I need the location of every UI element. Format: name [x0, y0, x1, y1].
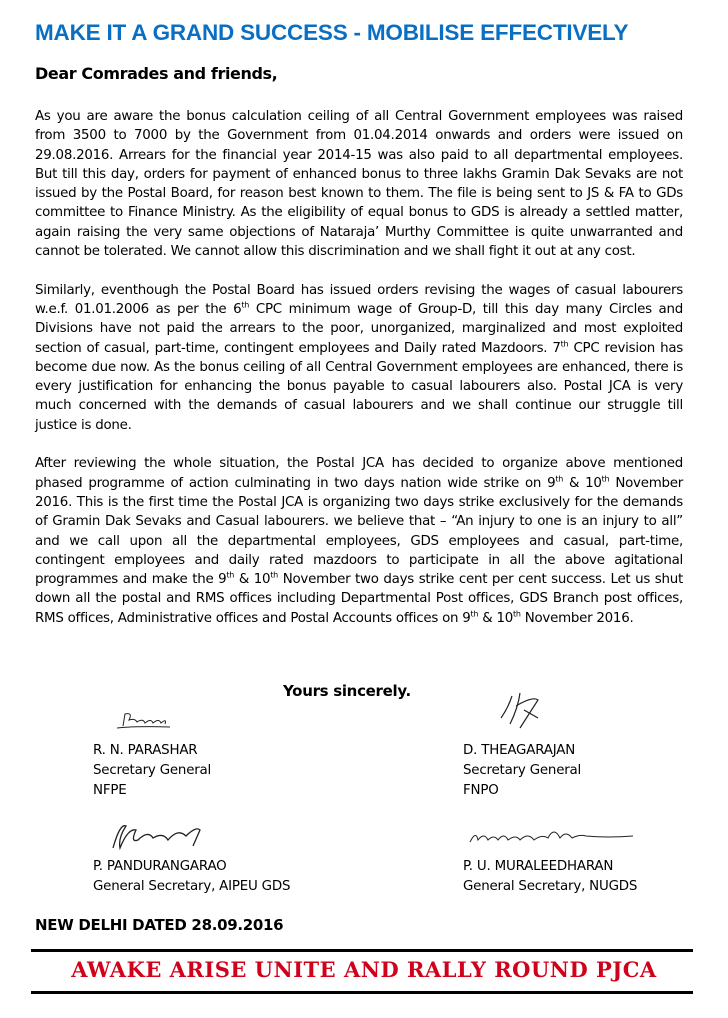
- signatory-muraleedharan: P. U. MURALEEDHARAN General Secretary, NUGDS: [463, 859, 638, 894]
- paragraph-3: After reviewing the whole situation, the Postal JCA has decided to organize above mentioned phased programme of action culminating in two days nation wide strike on 9th & 10th November 2016. This is the first time the Postal JCA is organizing two days strike exclusively for the demands of Gramin Dak Sevaks and Casual labourers. we believe that – “An injury to one is an injury to all” and we call upon all the departmental employees, GDS employees and casual, part-time, contingent employees and daily rated mazdoors to participate in all the above agitational programmes and make the 9th & 10th November two days strike cent per cent success. Let us shut down all the postal and RMS offices including Departmental Post offices, GDS Branch post offices, RMS offices, Administrative offices and Postal Accounts offices on 9th & 10th November 2016.: [35, 456, 683, 626]
- signatory-parashar: R. N. PARASHAR Secretary General NFPE: [93, 743, 212, 798]
- signature-muraleedharan: [468, 822, 638, 852]
- closing: Yours sincerely.: [283, 682, 411, 700]
- signatory-pandurangarao: P. PANDURANGARAO General Secretary, AIPEU GDS: [93, 859, 291, 894]
- signature-theagarajan: [498, 688, 548, 733]
- signatory-theagarajan: D. THEAGARAJAN Secretary General FNPO: [463, 743, 582, 798]
- date-line: NEW DELHI DATED 28.09.2016: [35, 916, 284, 934]
- letter-body: [35, 107, 683, 647]
- slogan-banner: AWAKE ARISE UNITE AND RALLY ROUND PJCA: [71, 957, 657, 982]
- divider-top: [31, 949, 693, 952]
- page-title: MAKE IT A GRAND SUCCESS - MOBILISE EFFECTIVELY: [35, 20, 629, 45]
- greeting: Dear Comrades and friends,: [35, 64, 278, 83]
- signature-pandurangarao: [108, 818, 208, 853]
- signature-parashar: [115, 708, 175, 733]
- paragraph-2: Similarly, eventhough the Postal Board has issued orders revising the wages of casual labourers w.e.f. 01.01.2006 as per the 6th CPC minimum wage of Group-D, till this day many Circles and Divisions have not paid the arrears to the poor, unorganized, marginalized and most exploited section of casual, part-time, contingent employees and Daily rated Mazdoors. 7th CPC revision has become due now. As the bonus ceiling of all Central Government employees are enhanced, there is every justification for enhancing the bonus payable to casual labourers also. Postal JCA is very much concerned with the demands of casual labourers and we shall continue our struggle till justice is done.: [35, 282, 684, 433]
- paragraph-1: As you are aware the bonus calculation ceiling of all Central Government employees was raised from 3500 to 7000 by the Government from 01.04.2014 onwards and orders were issued on 29.08.2016. Arrears for the financial year 2014-15 was also paid to all departmental employees. But till this day, orders for payment of enhanced bonus to three lakhs Gramin Dak Sevaks are not issued by the Postal Board, for reason best known to them. The file is being sent to JS & FA to GDs committee to Finance Ministry. As the eligibility of equal bonus to GDS is already a settled matter, again raising the very same objections of Nataraja’ Murthy Committee is quite unwarranted and cannot be tolerated. We cannot allow this discrimination and we shall fight it out at any cost.: [35, 109, 683, 260]
- divider-bottom: [31, 991, 693, 994]
